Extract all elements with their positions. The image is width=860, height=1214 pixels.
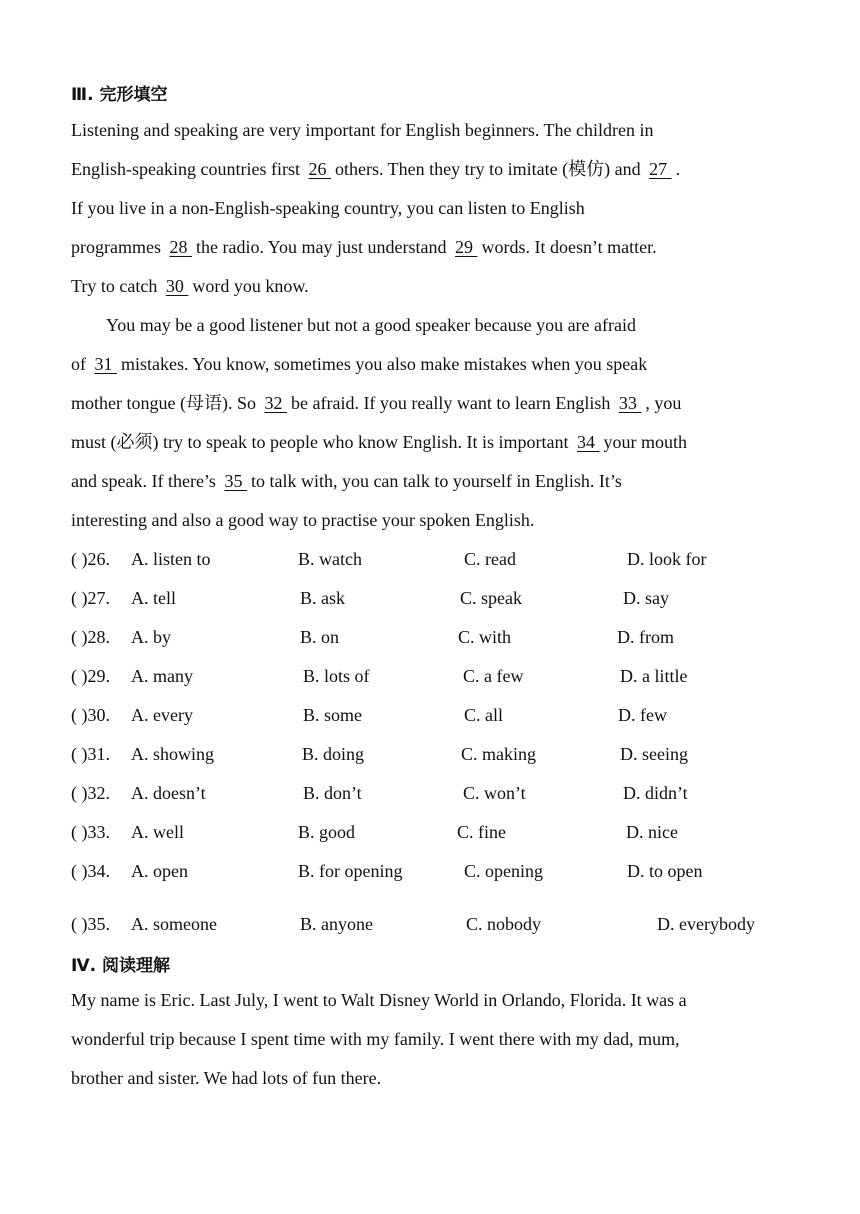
passage-text: interesting and also a good way to practise your spoken English.	[71, 510, 535, 530]
option-b: B. on	[300, 627, 340, 647]
passage-line: wonderful trip because I spent time with my family. I went there with my dad, mum,	[71, 1029, 680, 1049]
question-number: ( )29.	[71, 666, 110, 686]
blank-33: 33	[618, 393, 642, 413]
option-c: C. opening	[464, 861, 543, 881]
passage-line	[71, 431, 687, 453]
option-a: A. well	[131, 822, 184, 842]
passage-text: .	[675, 159, 681, 179]
section-4-heading: Ⅳ. 阅读理解	[71, 956, 171, 976]
passage-text: word you know.	[192, 276, 309, 296]
passage-line: brother and sister. We had lots of fun there.	[71, 1068, 382, 1088]
option-d: D. few	[618, 705, 667, 725]
option-a: A. by	[131, 627, 171, 647]
option-b: B. some	[303, 705, 363, 725]
option-c: C. read	[464, 549, 516, 569]
option-c: C. making	[461, 744, 536, 764]
blank-26: 26	[308, 159, 331, 179]
question-number: ( )32.	[71, 783, 110, 803]
option-c: C. a few	[463, 666, 524, 686]
passage-line	[71, 158, 680, 180]
passage-text: , you	[645, 393, 682, 413]
option-a: A. listen to	[131, 549, 211, 569]
blank-27: 27	[649, 159, 672, 179]
option-c: C. speak	[460, 588, 522, 608]
option-d: D. from	[617, 627, 674, 647]
question-number: ( )28.	[71, 627, 110, 647]
passage-line	[71, 392, 681, 414]
option-b: B. don’t	[303, 783, 362, 803]
passage-text: be afraid. If you really want to learn English	[290, 393, 615, 413]
section-3-heading: Ⅲ. 完形填空	[71, 85, 168, 105]
option-d: D. seeing	[620, 744, 688, 764]
passage-text: must (必须) try to speak to people who know English. It is important	[71, 432, 573, 452]
passage-line	[106, 314, 636, 336]
question-number: ( )33.	[71, 822, 110, 842]
option-b: B. doing	[302, 744, 365, 764]
blank-30: 30	[165, 276, 189, 296]
option-d: D. to open	[627, 861, 703, 881]
question-number: ( )26.	[71, 549, 110, 569]
option-a: A. showing	[131, 744, 215, 764]
passage-text: mother tongue (母语). So	[71, 393, 261, 413]
passage-text: You may be a good listener but not a good speaker because you are afraid	[106, 315, 637, 335]
passage-text: English-speaking countries first	[71, 159, 305, 179]
blank-34: 34	[576, 432, 600, 452]
question-number: ( )31.	[71, 744, 110, 764]
passage-text: Try to catch	[71, 276, 162, 296]
question-number: ( )27.	[71, 588, 110, 608]
passage-text: to talk with, you can talk to yourself in English. It’s	[250, 471, 622, 491]
passage-text: mistakes. You know, sometimes you also make mistakes when you speak	[121, 354, 648, 374]
passage-text: and speak. If there’s	[71, 471, 221, 491]
passage-line	[71, 353, 647, 375]
question-number: ( )34.	[71, 861, 110, 881]
option-d: D. everybody	[657, 914, 755, 934]
option-d: D. didn’t	[623, 783, 688, 803]
option-a: A. doesn’t	[131, 783, 206, 803]
passage-line	[71, 470, 622, 492]
passage-text: Listening and speaking are very important for English beginners. The children in	[71, 120, 654, 140]
option-b: B. anyone	[300, 914, 373, 934]
passage-line	[71, 509, 534, 531]
option-b: B. ask	[300, 588, 345, 608]
blank-28: 28	[169, 237, 192, 257]
option-a: A. every	[131, 705, 193, 725]
blank-32: 32	[264, 393, 287, 413]
option-d: D. a little	[620, 666, 688, 686]
option-d: D. nice	[626, 822, 678, 842]
passage-text: your mouth	[603, 432, 687, 452]
passage-text: others. Then they try to imitate (模仿) and	[334, 159, 646, 179]
passage-text: programmes	[71, 237, 166, 257]
option-c: C. fine	[457, 822, 506, 842]
passage-text: the radio. You may just understand	[195, 237, 451, 257]
passage-text: words. It doesn’t matter.	[481, 237, 657, 257]
question-number: ( )30.	[71, 705, 110, 725]
passage-line	[71, 119, 654, 141]
option-b: B. watch	[298, 549, 362, 569]
option-a: A. someone	[131, 914, 217, 934]
option-b: B. lots of	[303, 666, 370, 686]
option-b: B. for opening	[298, 861, 403, 881]
blank-29: 29	[454, 237, 478, 257]
blank-35: 35	[224, 471, 247, 491]
passage-text: of	[71, 354, 91, 374]
option-c: C. with	[458, 627, 512, 647]
option-d: D. look for	[627, 549, 707, 569]
passage-line: My name is Eric. Last July, I went to Walt Disney World in Orlando, Florida. It was a	[71, 990, 687, 1010]
option-c: C. all	[464, 705, 503, 725]
option-a: A. many	[131, 666, 193, 686]
option-a: A. open	[131, 861, 188, 881]
passage-line	[71, 275, 309, 297]
option-b: B. good	[298, 822, 356, 842]
option-a: A. tell	[131, 588, 176, 608]
passage-line	[71, 236, 657, 258]
option-c: C. nobody	[466, 914, 542, 934]
passage-line	[71, 197, 585, 219]
blank-31: 31	[94, 354, 117, 374]
passage-text: If you live in a non-English-speaking country, you can listen to English	[71, 198, 585, 218]
option-c: C. won’t	[463, 783, 526, 803]
question-number: ( )35.	[71, 914, 110, 934]
option-d: D. say	[623, 588, 669, 608]
